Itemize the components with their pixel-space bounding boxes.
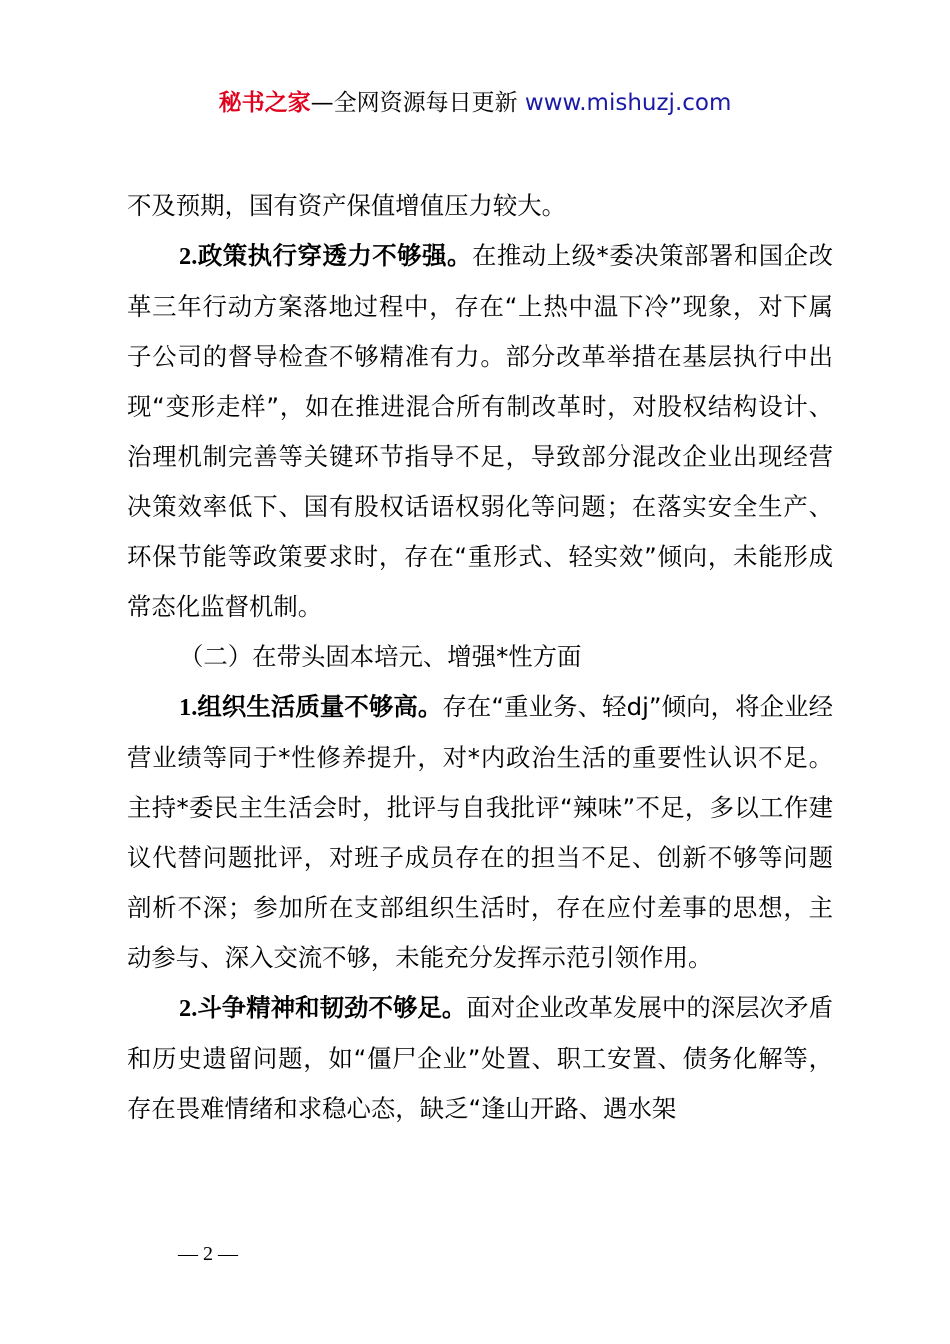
- item-number: 2.: [179, 995, 198, 1022]
- item-heading: 政策执行穿透力不够强。: [197, 241, 472, 270]
- page-number: — 2 —: [178, 1243, 238, 1265]
- item-heading: 组织生活质量不够高。: [197, 692, 443, 721]
- paragraph-organization-life: [127, 682, 833, 983]
- section-heading: （二）在带头固本培元、增强*性方面: [179, 642, 582, 671]
- item-body: 面对企业改革发展中的深层次矛盾和历史遗留问题，如“僵尸企业”处置、职工安置、债务化解等，存在畏难情绪和求稳心态，缺乏“逢山开路、遇水架: [127, 993, 833, 1123]
- header-tagline: —全网资源每日更新: [310, 90, 525, 116]
- item-body: 存在“重业务、轻dj”倾向，将企业经营业绩等同于*性修养提升，对*内政治生活的重要性认识不足。主持*委民主生活会时，批评与自我批评“辣味”不足，多以工作建议代替问题批评，对班子成员存在的担当不足、创新不够等问题剖析不深；参加所在支部组织生活时，存在应付差事的思想，主动参与、深入交流不够，未能充分发挥示范引领作用。: [127, 692, 833, 972]
- paragraph-fighting-spirit: [127, 983, 833, 1134]
- brand-name: 秘书之家: [218, 90, 311, 116]
- item-body: 在推动上级*委决策部署和国企改革三年行动方案落地过程中，存在“上热中温下冷”现象，对下属子公司的督导检查不够精准有力。部分改革举措在基层执行中出现“变形走样”，如在推进混合所有制改革时，对股权结构设计、治理机制完善等关键环节指导不足，导致部分混改企业出现经营决策效率低下、国有股权话语权弱化等问题；在落实安全生产、环保节能等政策要求时，存在“重形式、轻实效”倾向，未能形成常态化监督机制。: [127, 241, 833, 621]
- document-body: [127, 181, 833, 1134]
- paragraph-policy-execution: [127, 231, 833, 632]
- site-url-link[interactable]: www.mishuzj.com: [524, 90, 732, 116]
- item-number: 1.: [179, 694, 198, 721]
- site-header: [0, 86, 950, 120]
- item-heading: 斗争精神和韧劲不够足。: [197, 993, 467, 1022]
- item-number: 2.: [179, 243, 198, 270]
- paragraph-continuation: 不及预期，国有资产保值增值压力较大。: [127, 191, 567, 220]
